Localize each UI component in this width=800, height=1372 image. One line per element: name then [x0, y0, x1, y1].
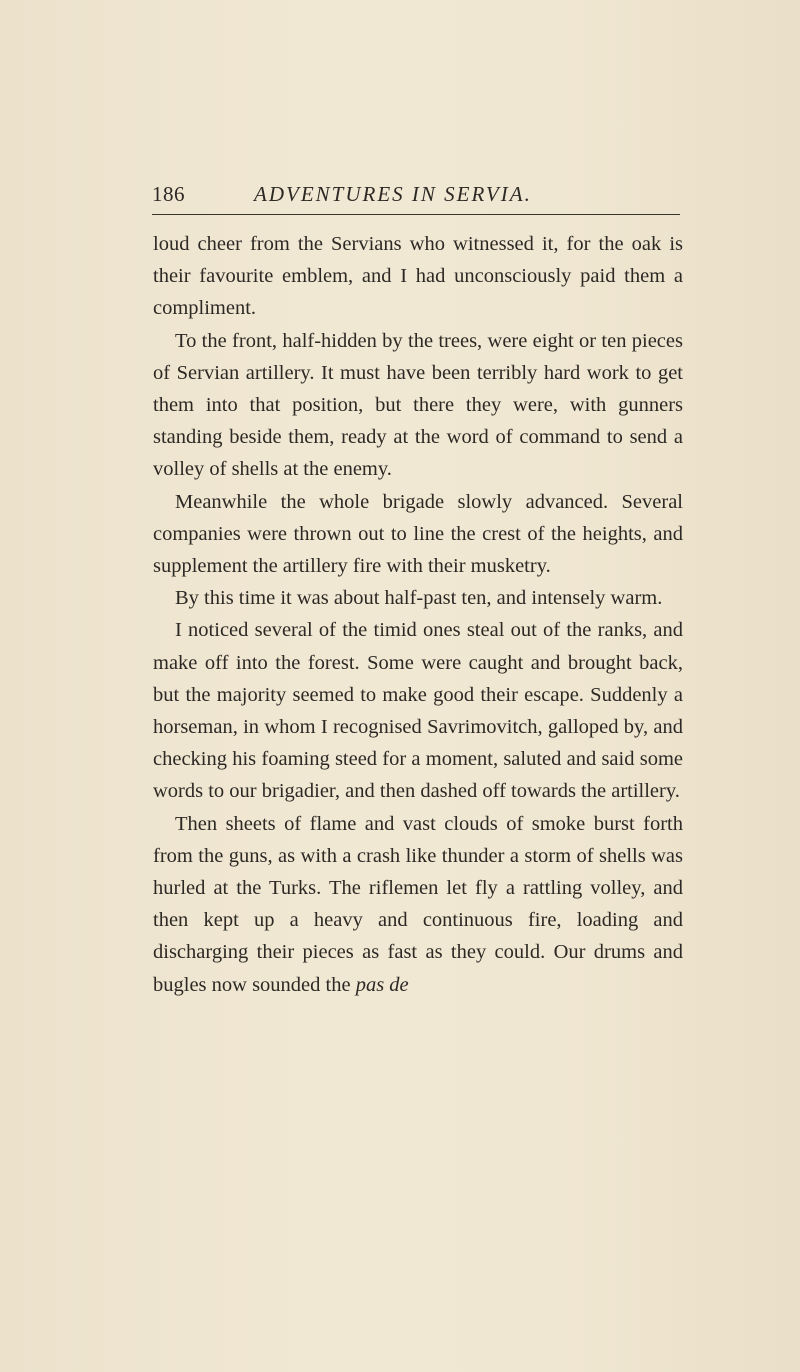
paragraph-6: [153, 808, 683, 1001]
italic-phrase: pas de: [355, 973, 409, 996]
body-text: [153, 228, 683, 1001]
paragraph-5: I noticed several of the timid ones steal out of the ranks, and make off into the forest. Some were caught and brought back, but the majority seemed to make good their escape. Suddenly a horseman, in whom I recognised Savrimovitch, galloped by, and checking his foaming steed for a moment, saluted and said some words to our brigadier, and then dashed off towards the artillery.: [153, 619, 683, 803]
paragraph-1: loud cheer from the Servians who witnessed it, for the oak is their favourite emblem, and I had unconsciously paid them a compliment.: [153, 233, 683, 320]
paragraph-2: To the front, half-hidden by the trees, were eight or ten pieces of Servian artillery. It must have been terribly hard work to get them into that position, but there they were, with gunners standing beside them, ready at the word of command to send a volley of shells at the enemy.: [153, 329, 683, 481]
header-rule: [152, 214, 680, 215]
paragraph-4: By this time it was about half-past ten, and intensely warm.: [175, 587, 663, 610]
running-head: [152, 182, 682, 212]
paragraph-3: Meanwhile the whole brigade slowly advanced. Several companies were thrown out to line the crest of the heights, and supplement the artillery fire with their musketry.: [153, 490, 683, 578]
page-number: 186: [152, 182, 185, 206]
running-title: ADVENTURES IN SERVIA.: [254, 182, 532, 206]
paragraph-6-text: Then sheets of flame and vast clouds of smoke burst forth from the guns, as with a crash like thunder a storm of shells was hurled at the Turks. The riflemen let fly a rattling volley, and then kept up a heavy and continuous fire, loading and discharging their pieces as fast as they could. Our drums and bugles now sounded the: [153, 812, 683, 996]
